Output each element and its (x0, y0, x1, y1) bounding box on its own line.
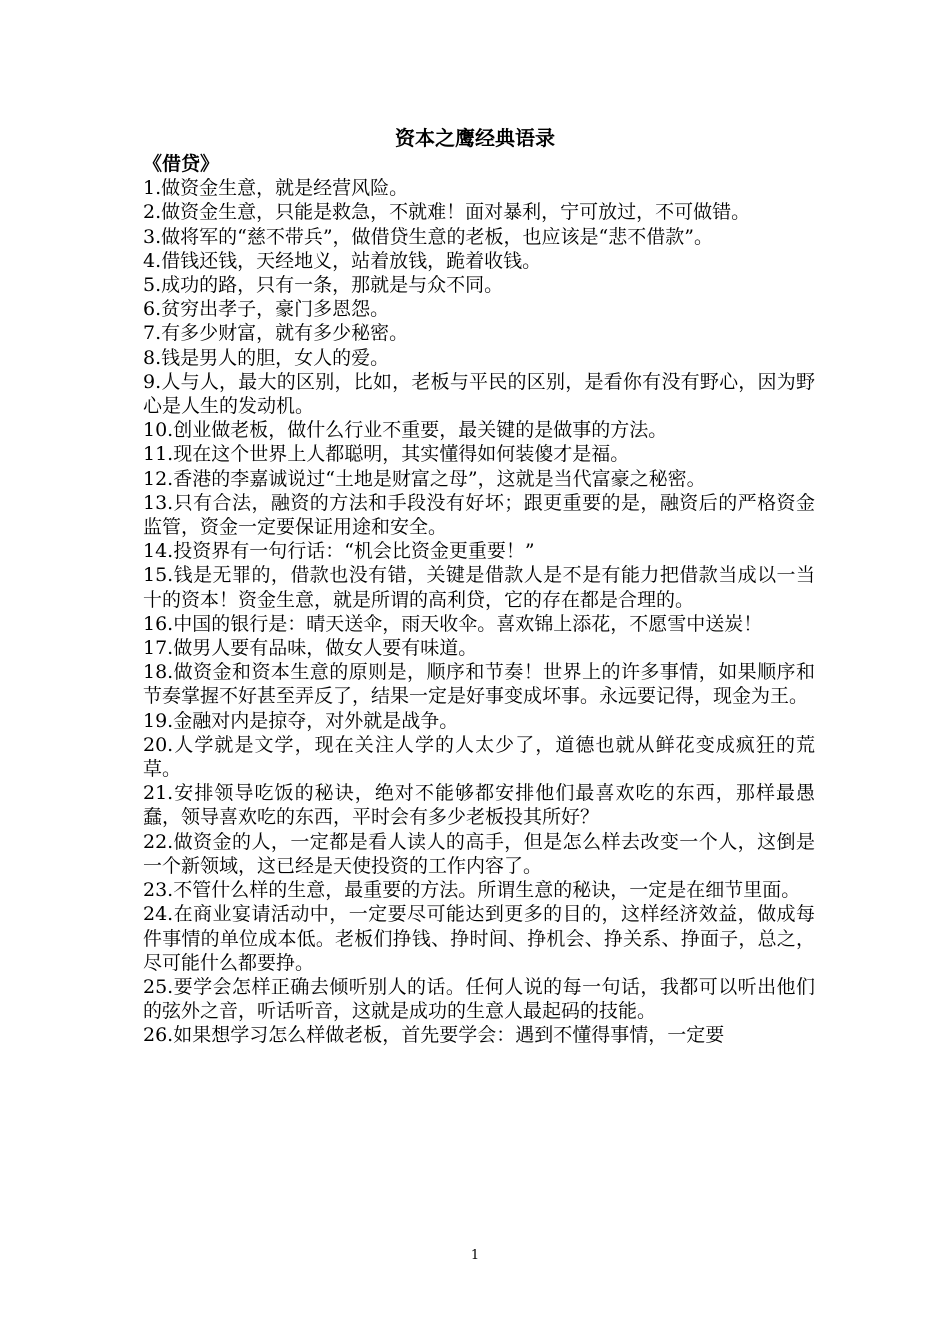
list-item: 16.中国的银行是：晴天送伞，雨天收伞。喜欢锦上添花，不愿雪中送炭！ (143, 612, 763, 635)
list-item: 17.做男人要有品味，做女人要有味道。 (143, 637, 478, 660)
list-item: 12.香港的李嘉诚说过“土地是财富之母”，这就是当代富豪之秘密。 (143, 467, 706, 490)
list-item: 24.在商业宴请活动中，一定要尽可能达到更多的目的，这样经济效益，做成每件事情的单位成本低。老板们挣钱、挣时间、挣机会、挣关系、挣面子，总之，尽可能什么都要挣。 (143, 903, 815, 974)
list-item: 13.只有合法，融资的方法和手段没有好坏；跟更重要的是，融资后的严格资金监管，资金一定要保证用途和安全。 (143, 491, 815, 539)
list-item: 11.现在这个世界上人都聪明，其实懂得如何装傻才是福。 (143, 443, 630, 466)
list-item: 23.不管什么样的生意，最重要的方法。所谓生意的秘诀，一定是在细节里面。 (143, 879, 801, 902)
list-item: 19.金融对内是掠夺，对外就是战争。 (143, 709, 459, 732)
list-item: 18.做资金和资本生意的原则是，顺序和节奏！世界上的许多事情，如果顺序和节奏掌握不好甚至弄反了，结果一定是好事变成坏事。永远要记得，现金为王。 (143, 661, 815, 708)
list-item: 1.做资金生意，就是经营风险。 (143, 177, 409, 200)
list-item: 6.贫穷出孝子，豪门多恩怨。 (143, 298, 390, 321)
list-item: 3.做将军的“慈不带兵”，做借贷生意的老板，也应该是“悲不借款”。 (143, 225, 713, 248)
list-item: 2.做资金生意，只能是救急，不就难！面对暴利，宁可放过，不可做错。 (143, 201, 751, 224)
list-item: 8.钱是男人的胆，女人的爱。 (143, 346, 390, 369)
list-item: 20.人学就是文学，现在关注人学的人太少了，道德也就从鲜花变成疯狂的荒草。 (143, 733, 815, 781)
list-item: 25.要学会怎样正确去倾听别人的话。任何人说的每一句话，我都可以听出他们的弦外之音，听话听音，这就是成功的生意人最起码的技能。 (143, 975, 815, 1023)
quote-list (143, 176, 815, 1047)
list-item: 14.投资界有一句行话：“机会比资金更重要！” (143, 540, 535, 563)
list-item: 26.如果想学习怎么样做老板，首先要学会：遇到不懂得事情，一定要 (143, 1024, 725, 1047)
document-body (143, 152, 815, 1048)
list-item: 21.安排领导吃饭的秘诀，绝对不能够都安排他们最喜欢吃的东西，那样最愚蠢，领导喜欢吃的东西，平时会有多少老板投其所好？ (143, 782, 815, 829)
section-heading: 《借贷》 (143, 153, 220, 175)
list-item: 15.钱是无罪的，借款也没有错，关键是借款人是不是有能力把借款当成以一当十的资本！资金生意，就是所谓的高利贷，它的存在都是合理的。 (143, 564, 815, 611)
list-item: 9.人与人，最大的区别，比如，老板与平民的区别，是看你有没有野心，因为野心是人生的发动机。 (143, 370, 815, 418)
document-title: 资本之鹰经典语录 (395, 126, 555, 150)
list-item: 10.创业做老板，做什么行业不重要，最关键的是做事的方法。 (143, 419, 668, 442)
list-item: 4.借钱还钱，天经地义，站着放钱，跪着收钱。 (143, 249, 542, 272)
page-number: 1 (470, 1248, 480, 1263)
list-item: 7.有多少财富，就有多少秘密。 (143, 322, 409, 345)
list-item: 22.做资金的人，一定都是看人读人的高手，但是怎么样去改变一个人，这倒是一个新领域，这已经是天使投资的工作内容了。 (143, 830, 815, 877)
list-item: 5.成功的路，只有一条，那就是与众不同。 (143, 274, 504, 297)
